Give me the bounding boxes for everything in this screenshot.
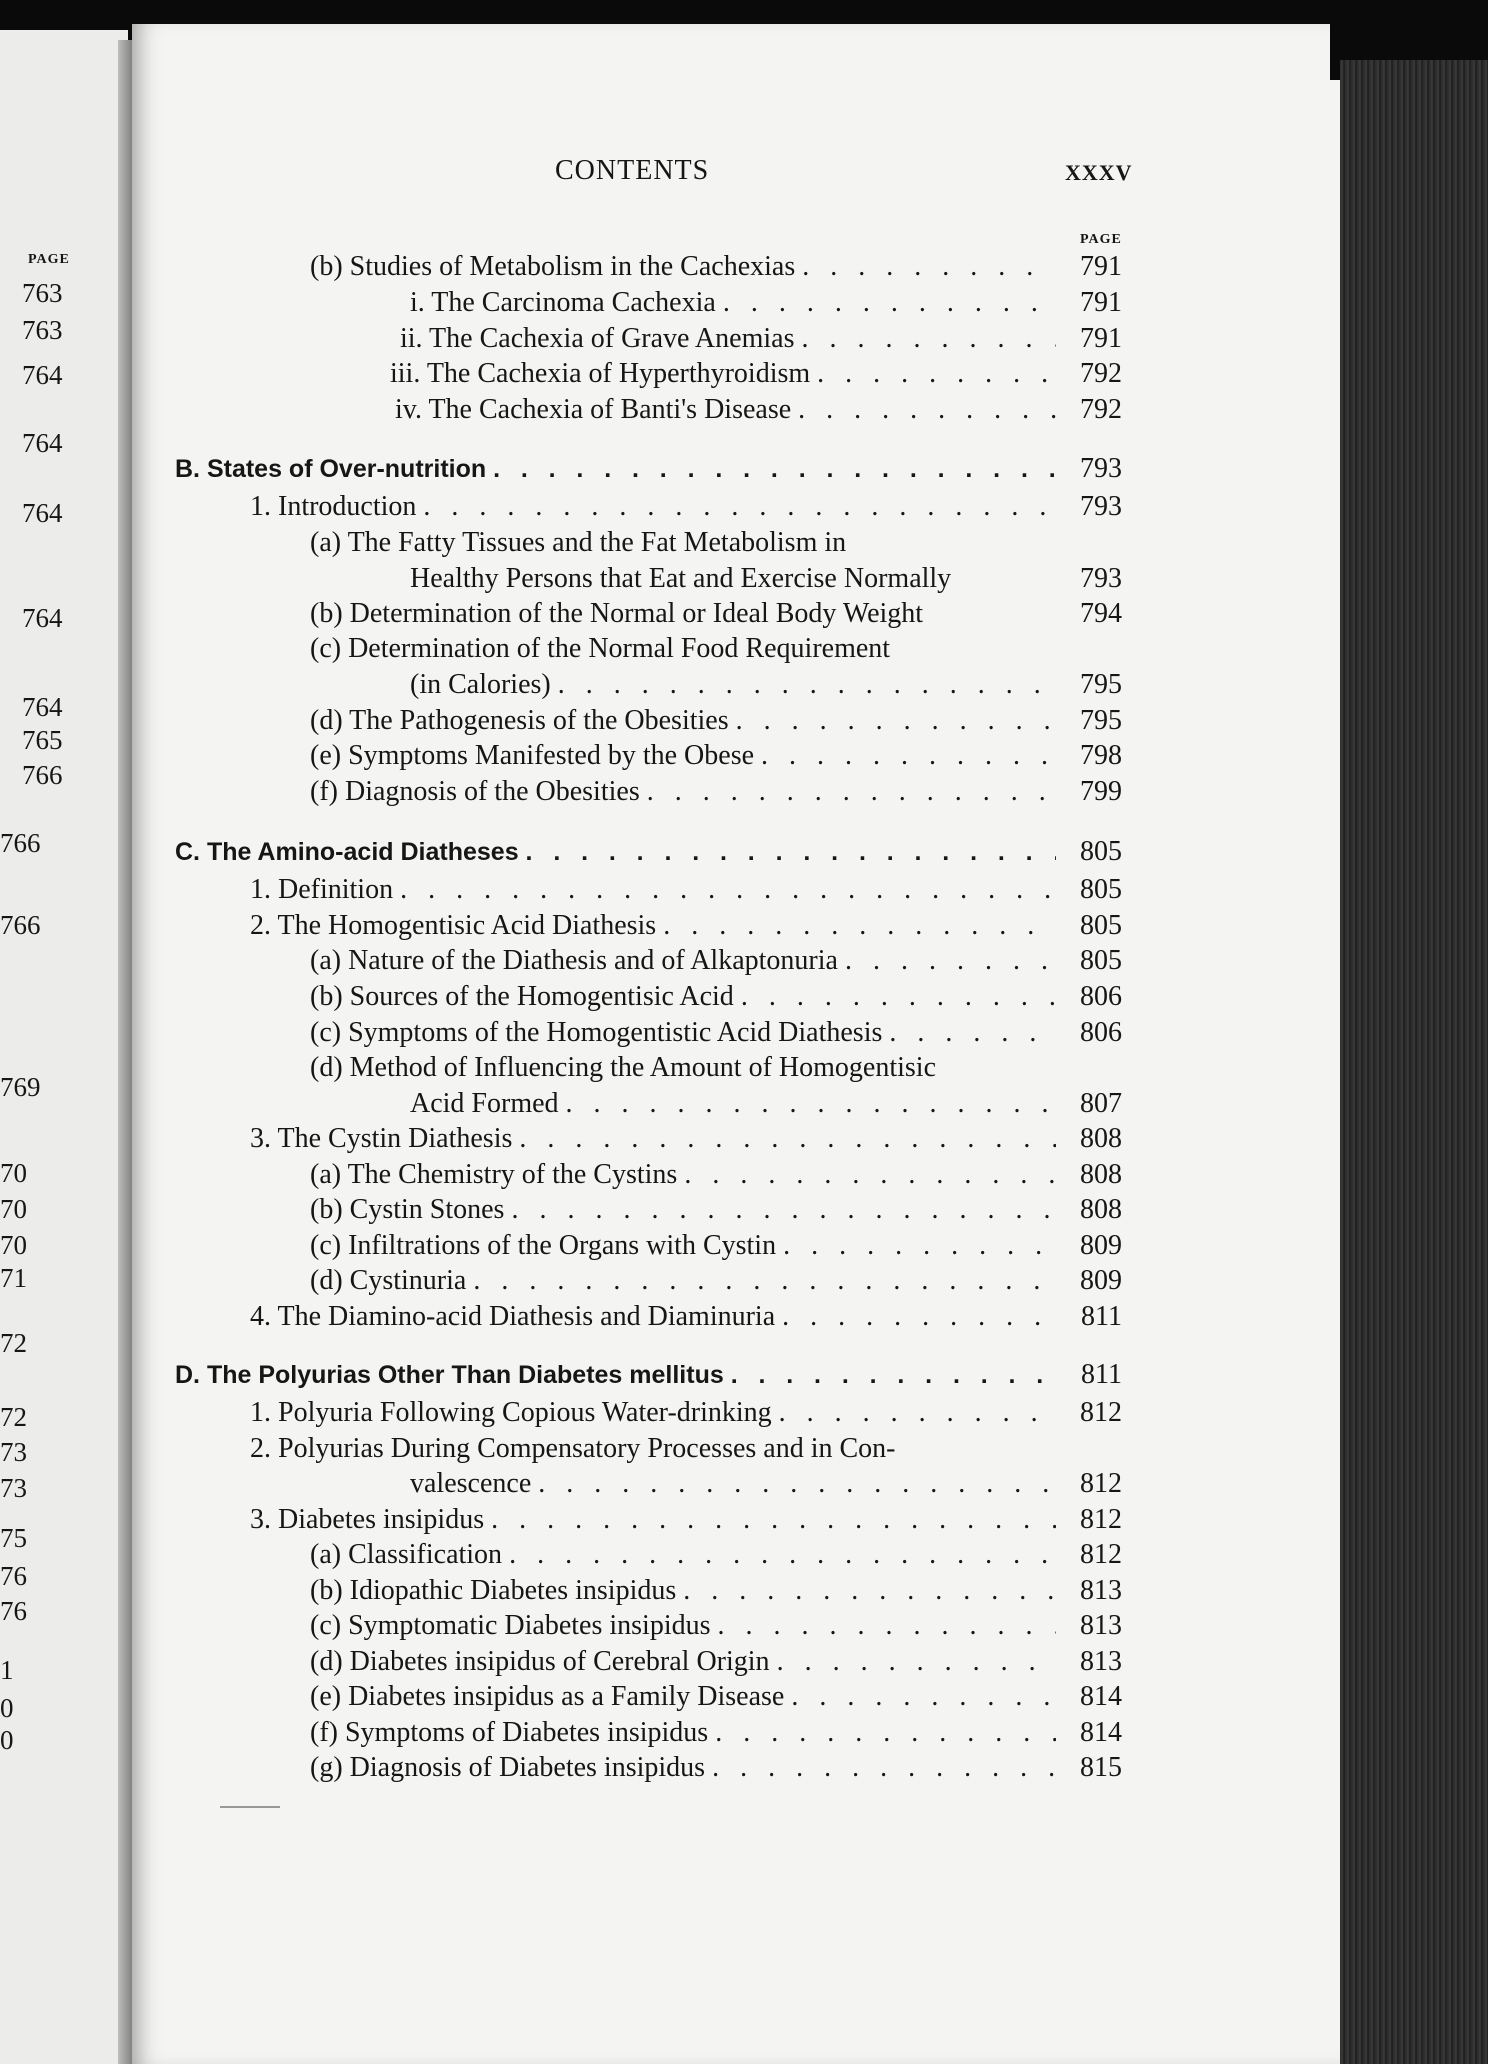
page-column-label: PAGE [1080, 232, 1122, 247]
toc-entry [410, 1087, 1122, 1121]
toc-entry-label: (a) Nature of the Diathesis and of Alkaptonuria . . [310, 944, 1056, 978]
toc-entry-label: (b) Idiopathic Diabetes insipidus . . [310, 1574, 1056, 1608]
left-page-number: 72 [0, 1328, 27, 1358]
toc-entry-page: 798 [1080, 740, 1122, 771]
left-page-number: 764 [22, 498, 63, 528]
toc-entry-label: C. The Amino-acid Diatheses . . [175, 835, 1056, 869]
toc-section-heading [175, 835, 1122, 869]
toc-entry [310, 597, 1122, 631]
toc-entry-label: Acid Formed . . [410, 1087, 1056, 1121]
toc-entry [310, 739, 1122, 773]
toc-entry-page: 794 [1080, 598, 1122, 629]
toc-entry-label: 4. The Diamino-acid Diathesis and Diaminuria . . [250, 1300, 1056, 1334]
toc-entry-label: (e) Symptoms Manifested by the Obese . . [310, 739, 1056, 773]
left-page-number: 763 [22, 278, 63, 308]
left-page-number: 71 [0, 1263, 27, 1293]
toc-entry [310, 775, 1122, 809]
page-mark [220, 1806, 280, 1808]
left-page-number: 1 [0, 1655, 14, 1685]
left-page-number: 766 [22, 760, 63, 790]
toc-entry-label: iii. The Cachexia of Hyperthyroidism . . [390, 357, 1056, 391]
toc-entry-label: (d) The Pathogenesis of the Obesities . . [310, 704, 1056, 738]
toc-entry-page: 793 [1080, 563, 1122, 594]
toc-entry [310, 980, 1122, 1014]
toc-entry [410, 668, 1122, 702]
left-page-number: 764 [22, 603, 63, 633]
toc-entry [310, 1193, 1122, 1227]
toc-entry-page: 805 [1080, 910, 1122, 941]
toc-entry [310, 1574, 1122, 1608]
toc-entry [310, 1609, 1122, 1643]
toc-entry-label: (b) Determination of the Normal or Ideal Body Weight [310, 598, 924, 629]
toc-entry [310, 632, 1122, 666]
toc-entry-label: (g) Diagnosis of Diabetes insipidus . . [310, 1751, 1056, 1785]
left-page-number: 766 [0, 910, 41, 940]
toc-entry-label: (a) Classification . . [310, 1538, 1056, 1572]
toc-entry-page: 811 [1081, 1301, 1122, 1332]
toc-section-heading [175, 452, 1122, 486]
toc-entry-label: 1. Polyuria Following Copious Water-drinking . . [250, 1396, 1056, 1430]
page-number: XXXV [1065, 160, 1133, 185]
toc-entry [310, 1751, 1122, 1785]
toc-entry [250, 1432, 1122, 1466]
toc-entry-label: (e) Diabetes insipidus as a Family Disease . . [310, 1680, 1056, 1714]
left-page-number: 763 [22, 315, 63, 345]
toc-entry-label: (b) Sources of the Homogentisic Acid . . [310, 980, 1056, 1014]
toc-entry-label: (d) Cystinuria . . [310, 1264, 1056, 1298]
toc-entry-label: 1. Definition . . [250, 873, 1056, 907]
toc-entry [250, 1503, 1122, 1537]
toc-entry-label: iv. The Cachexia of Banti's Disease . . [395, 393, 1056, 427]
toc-entry [250, 490, 1122, 524]
toc-entry-label: (c) Symptoms of the Homogentistic Acid Diathesis . . [310, 1016, 1056, 1050]
toc-entry-page: 813 [1080, 1610, 1122, 1641]
toc-entry-label: 2. Polyurias During Compensatory Processes and in Con- [250, 1433, 896, 1464]
toc-entry-page: 793 [1080, 491, 1122, 522]
toc-entry [410, 562, 1122, 596]
toc-entry [310, 1264, 1122, 1298]
book-page-edge [1340, 60, 1488, 2064]
toc-entry [310, 704, 1122, 738]
toc-entry-label: (f) Diagnosis of the Obesities . . [310, 775, 1056, 809]
toc-entry-label: (a) The Chemistry of the Cystins . . [310, 1158, 1056, 1192]
toc-entry [310, 526, 1122, 560]
toc-entry-page: 805 [1080, 874, 1122, 905]
toc-entry-label: Healthy Persons that Eat and Exercise Normally [410, 563, 952, 594]
toc-entry-page: 791 [1080, 251, 1122, 282]
toc-entry [250, 909, 1122, 943]
toc-entry-label: (b) Studies of Metabolism in the Cachexias . . [310, 250, 1056, 284]
left-page-number: 70 [0, 1158, 27, 1188]
toc-entry-label: i. The Carcinoma Cachexia . . [410, 286, 1056, 320]
left-page-number: 73 [0, 1437, 27, 1467]
toc-entry-label: (c) Determination of the Normal Food Requirement [310, 633, 891, 664]
toc-entry-label: valescence . . [410, 1467, 1056, 1501]
toc-entry [250, 873, 1122, 907]
toc-entry-label: 1. Introduction . . [250, 490, 1056, 524]
toc-entry [310, 1645, 1122, 1679]
toc-entry-page: 813 [1080, 1575, 1122, 1606]
toc-entry-label: 3. Diabetes insipidus . . [250, 1503, 1056, 1537]
toc-entry [310, 1229, 1122, 1263]
toc-entry-label: (c) Symptomatic Diabetes insipidus . . [310, 1609, 1056, 1643]
left-page-number: 72 [0, 1402, 27, 1432]
toc-section-heading [175, 1358, 1122, 1392]
left-page-number: 0 [0, 1693, 14, 1723]
toc-entry-page: 814 [1080, 1717, 1122, 1748]
toc-entry-label: (b) Cystin Stones . . [310, 1193, 1056, 1227]
toc-entry-label: (d) Method of Influencing the Amount of Homogentisic [310, 1052, 936, 1083]
toc-entry-page: 799 [1080, 776, 1122, 807]
left-page-number: 765 [22, 725, 63, 755]
toc-entry-label: (a) The Fatty Tissues and the Fat Metabolism in [310, 527, 847, 558]
page-title: CONTENTS [555, 155, 710, 186]
toc-entry-page: 813 [1080, 1646, 1122, 1677]
toc-entry-label: 2. The Homogentisic Acid Diathesis . . [250, 909, 1056, 943]
toc-entry-page: 808 [1080, 1159, 1122, 1190]
toc-entry [395, 393, 1122, 427]
toc-entry-page: 791 [1080, 287, 1122, 318]
toc-entry-label: (in Calories) . . [410, 668, 1056, 702]
toc-entry-label: (d) Diabetes insipidus of Cerebral Origin . . [310, 1645, 1056, 1679]
left-page-edge [0, 30, 128, 2064]
toc-entry-page: 808 [1080, 1194, 1122, 1225]
toc-entry [250, 1122, 1122, 1156]
toc-entry-page: 809 [1080, 1265, 1122, 1296]
left-page-number: 76 [0, 1596, 27, 1626]
toc-entry-page: 808 [1080, 1123, 1122, 1154]
toc-entry-page: 795 [1080, 705, 1122, 736]
toc-entry-page: 812 [1080, 1539, 1122, 1570]
left-page-number: 76 [0, 1561, 27, 1591]
toc-entry [400, 322, 1122, 356]
left-page-number: 764 [22, 428, 63, 458]
toc-entry [310, 250, 1122, 284]
left-page-number: 766 [0, 828, 41, 858]
toc-entry [410, 1467, 1122, 1501]
toc-entry-page: 812 [1080, 1504, 1122, 1535]
toc-entry [310, 1158, 1122, 1192]
toc-entry-page: 815 [1080, 1752, 1122, 1783]
left-page-number: 70 [0, 1230, 27, 1260]
toc-entry-page: 806 [1080, 1017, 1122, 1048]
toc-entry [310, 1538, 1122, 1572]
left-page-number: 73 [0, 1473, 27, 1503]
toc-entry [390, 357, 1122, 391]
left-page-number: 764 [22, 360, 63, 390]
toc-entry-page: 792 [1080, 358, 1122, 389]
toc-entry-page: 791 [1080, 323, 1122, 354]
toc-entry-label: ii. The Cachexia of Grave Anemias . . [400, 322, 1056, 356]
left-page-number: 769 [0, 1072, 41, 1102]
left-page-number: 764 [22, 692, 63, 722]
toc-entry [310, 1051, 1122, 1085]
toc-entry-page: 812 [1080, 1397, 1122, 1428]
left-page-number: 70 [0, 1194, 27, 1224]
toc-entry [250, 1300, 1122, 1334]
toc-entry-page: 793 [1080, 453, 1122, 484]
left-page-number: 75 [0, 1523, 27, 1553]
toc-entry-label: B. States of Over-nutrition . . [175, 452, 1056, 486]
left-page-number: 0 [0, 1725, 14, 1755]
toc-entry-page: 809 [1080, 1230, 1122, 1261]
toc-entry [310, 1680, 1122, 1714]
toc-entry-page: 806 [1080, 981, 1122, 1012]
toc-entry-label: (c) Infiltrations of the Organs with Cystin . . [310, 1229, 1056, 1263]
toc-entry-page: 805 [1080, 945, 1122, 976]
toc-entry [310, 944, 1122, 978]
toc-entry-label: (f) Symptoms of Diabetes insipidus . . [310, 1716, 1056, 1750]
toc-entry-page: 792 [1080, 394, 1122, 425]
toc-entry-page: 807 [1080, 1088, 1122, 1119]
toc-entry-page: 814 [1080, 1681, 1122, 1712]
toc-entry-label: D. The Polyurias Other Than Diabetes mellitus . . [175, 1358, 1056, 1392]
toc-entry [410, 286, 1122, 320]
toc-entry [250, 1396, 1122, 1430]
left-page-label: PAGE [28, 252, 70, 267]
toc-entry [310, 1016, 1122, 1050]
toc-entry-page: 812 [1080, 1468, 1122, 1499]
toc-entry-label: 3. The Cystin Diathesis . . [250, 1122, 1056, 1156]
toc-entry [310, 1716, 1122, 1750]
toc-entry-page: 805 [1080, 836, 1122, 867]
toc-entry-page: 811 [1081, 1359, 1122, 1390]
toc-entry-page: 795 [1080, 669, 1122, 700]
